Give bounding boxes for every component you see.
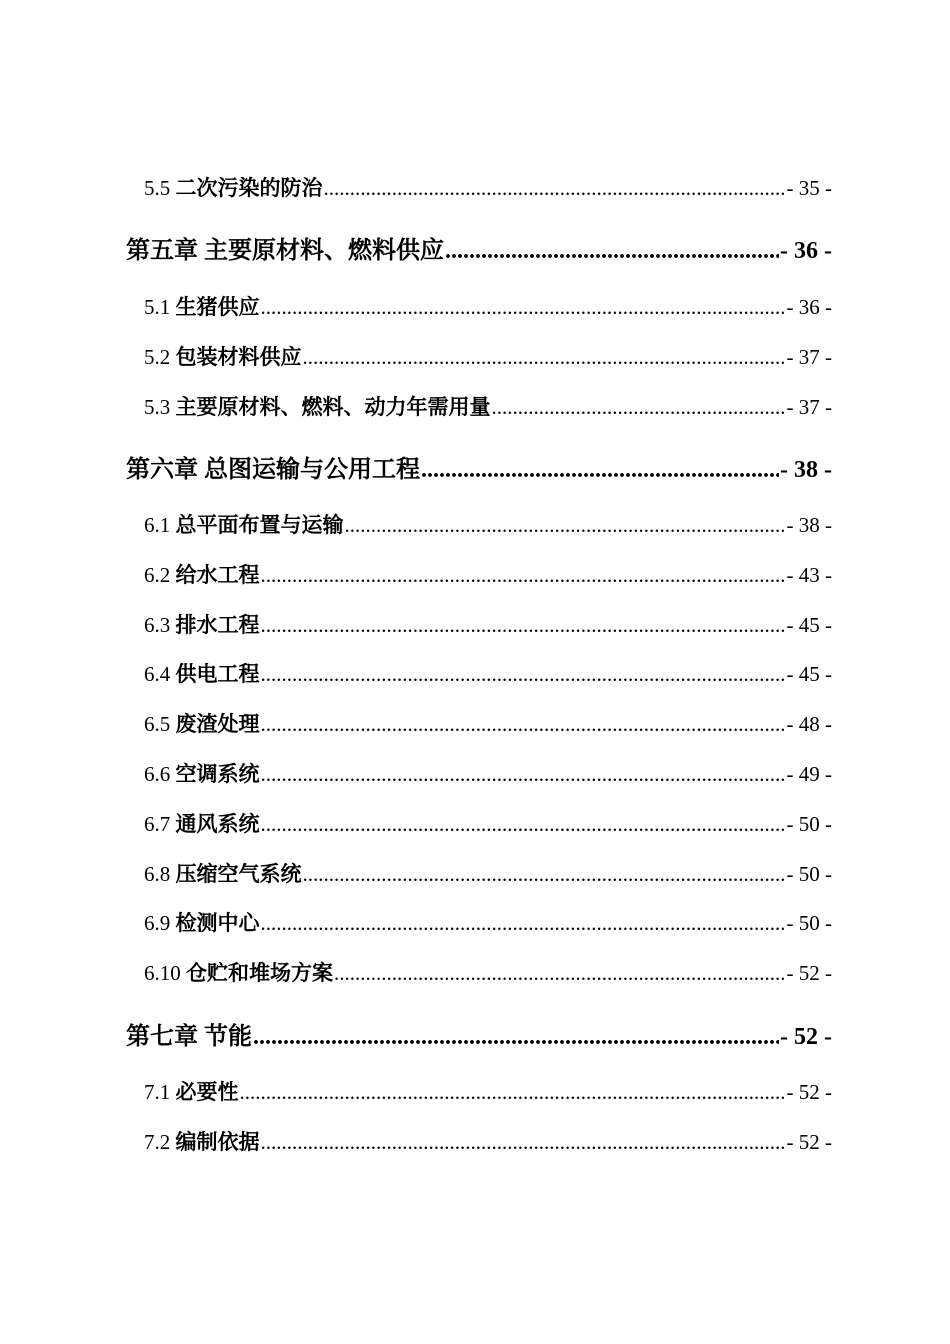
- toc-chapter-page: - 52 -: [780, 1024, 832, 1050]
- toc-entry-label: [144, 808, 260, 838]
- toc-entry-page: - 48 -: [786, 712, 832, 736]
- toc-entry-number: 5.5: [144, 176, 176, 200]
- toc-chapter-6[interactable]: [126, 449, 832, 484]
- toc-entry-page: - 49 -: [786, 762, 832, 786]
- toc-entry-number: 6.4: [144, 662, 176, 686]
- toc-entry-number: 6.8: [144, 862, 176, 886]
- toc-entry-number: 6.7: [144, 812, 176, 836]
- toc-entry-title: 主要原材料、燃料、动力年需用量: [175, 395, 491, 419]
- toc-entry-label: [144, 509, 344, 539]
- toc-entry-number: 6.3: [144, 613, 176, 637]
- dot-leader: [334, 961, 786, 986]
- dot-leader: [240, 1080, 786, 1105]
- toc-entry-title: 仓贮和堆场方案: [186, 961, 333, 985]
- toc-entry-label: [144, 291, 260, 321]
- toc-entry-number: 5.3: [144, 395, 176, 419]
- toc-chapter-7[interactable]: [126, 1016, 832, 1051]
- dot-leader: [303, 345, 786, 370]
- toc-entry-page: - 52 -: [786, 961, 832, 985]
- toc-entry-page: - 38 -: [786, 513, 832, 537]
- toc-entry-label: [144, 1076, 239, 1106]
- toc-entry-title: 二次污染的防治: [175, 176, 323, 200]
- toc-entry-6-6[interactable]: [144, 758, 832, 788]
- toc-entry-number: 5.2: [144, 345, 176, 369]
- toc-entry-6-5[interactable]: [144, 708, 832, 738]
- toc-entry-label: [144, 658, 260, 688]
- toc-entry-7-2[interactable]: [144, 1126, 832, 1156]
- toc-chapter-title: 第七章 节能: [126, 1024, 252, 1050]
- toc-entry-page: - 45 -: [786, 613, 832, 637]
- toc-entry-page: - 52 -: [786, 1130, 832, 1154]
- toc-entry-number: 6.6: [144, 762, 176, 786]
- toc-entry-title: 生猪供应: [175, 295, 260, 319]
- toc-entry-title: 必要性: [175, 1080, 239, 1104]
- toc-entry-number: 6.10: [144, 961, 186, 985]
- toc-entry-title: 排水工程: [175, 613, 260, 637]
- toc-entry-label: [144, 758, 260, 788]
- toc-entry-label: [144, 609, 260, 639]
- toc-entry-page: - 50 -: [786, 812, 832, 836]
- toc-entry-label: [144, 708, 260, 738]
- toc-entry-page: - 43 -: [786, 563, 832, 587]
- toc-entry-page: - 37 -: [786, 345, 832, 369]
- toc-entry-6-9[interactable]: [144, 907, 832, 937]
- dot-leader: [261, 563, 786, 588]
- toc-entry-page: - 50 -: [786, 911, 832, 935]
- toc-entry-number: 6.9: [144, 911, 176, 935]
- toc-entry-number: 5.1: [144, 295, 176, 319]
- dot-leader: [303, 862, 786, 887]
- toc-entry-label: [144, 391, 491, 421]
- toc-entry-title: 压缩空气系统: [175, 862, 302, 886]
- dot-leader: [261, 613, 786, 638]
- toc-entry-number: 6.5: [144, 712, 176, 736]
- toc-entry-6-4[interactable]: [144, 658, 832, 688]
- toc-entry-title: 供电工程: [175, 662, 260, 686]
- toc-chapter-5[interactable]: [126, 230, 832, 265]
- toc-chapter-title: 第六章 总图运输与公用工程: [126, 457, 420, 483]
- dot-leader: [261, 662, 786, 687]
- toc-entry-title: 通风系统: [175, 812, 260, 836]
- dot-leader: [345, 513, 786, 538]
- toc-entry-5-3[interactable]: [144, 391, 832, 421]
- dot-leader: [261, 1130, 786, 1155]
- dot-leader: [324, 176, 786, 201]
- dot-leader: [261, 812, 786, 837]
- toc-entry-6-1[interactable]: [144, 509, 832, 539]
- toc-entry-number: 7.2: [144, 1130, 176, 1154]
- toc-entry-5-2[interactable]: [144, 341, 832, 371]
- toc-entry-6-8[interactable]: [144, 858, 832, 888]
- toc-chapter-page: - 36 -: [780, 238, 832, 264]
- toc-entry-label: [144, 341, 302, 371]
- toc-entry-label: [144, 1126, 260, 1156]
- toc-entry-5-5[interactable]: [144, 172, 832, 202]
- toc-entry-page: - 36 -: [786, 295, 832, 319]
- toc-entry-6-7[interactable]: [144, 808, 832, 838]
- toc-entry-page: - 45 -: [786, 662, 832, 686]
- toc-entry-6-2[interactable]: [144, 559, 832, 589]
- dot-leader: [421, 457, 779, 484]
- toc-entry-label: [144, 559, 260, 589]
- toc-entry-page: - 50 -: [786, 862, 832, 886]
- toc-entry-6-10[interactable]: [144, 957, 832, 987]
- toc-entry-number: 6.2: [144, 563, 176, 587]
- dot-leader: [445, 238, 779, 265]
- toc-entry-title: 编制依据: [175, 1130, 260, 1154]
- toc-entry-6-3[interactable]: [144, 609, 832, 639]
- toc-entry-title: 包装材料供应: [175, 345, 302, 369]
- toc-entry-5-1[interactable]: [144, 291, 832, 321]
- toc-entry-page: - 35 -: [786, 176, 832, 200]
- toc-entry-page: - 52 -: [786, 1080, 832, 1104]
- toc-entry-number: 6.1: [144, 513, 176, 537]
- toc-entry-number: 7.1: [144, 1080, 176, 1104]
- dot-leader: [261, 762, 786, 787]
- dot-leader: [261, 295, 786, 320]
- toc-entry-title: 总平面布置与运输: [175, 513, 344, 537]
- toc-entry-label: [144, 907, 260, 937]
- toc-entry-title: 检测中心: [175, 911, 260, 935]
- dot-leader: [261, 712, 786, 737]
- toc-entry-label: [144, 172, 323, 202]
- toc-chapter-page: - 38 -: [780, 457, 832, 483]
- toc-entry-7-1[interactable]: [144, 1076, 832, 1106]
- toc-entry-label: [144, 957, 333, 987]
- toc-entry-title: 废渣处理: [175, 712, 260, 736]
- toc-entry-label: [144, 858, 302, 888]
- dot-leader: [492, 395, 786, 420]
- toc-entry-title: 给水工程: [175, 563, 260, 587]
- toc-chapter-title: 第五章 主要原材料、燃料供应: [126, 238, 444, 264]
- dot-leader: [253, 1024, 779, 1051]
- toc-entry-title: 空调系统: [175, 762, 260, 786]
- toc-entry-page: - 37 -: [786, 395, 832, 419]
- dot-leader: [261, 911, 786, 936]
